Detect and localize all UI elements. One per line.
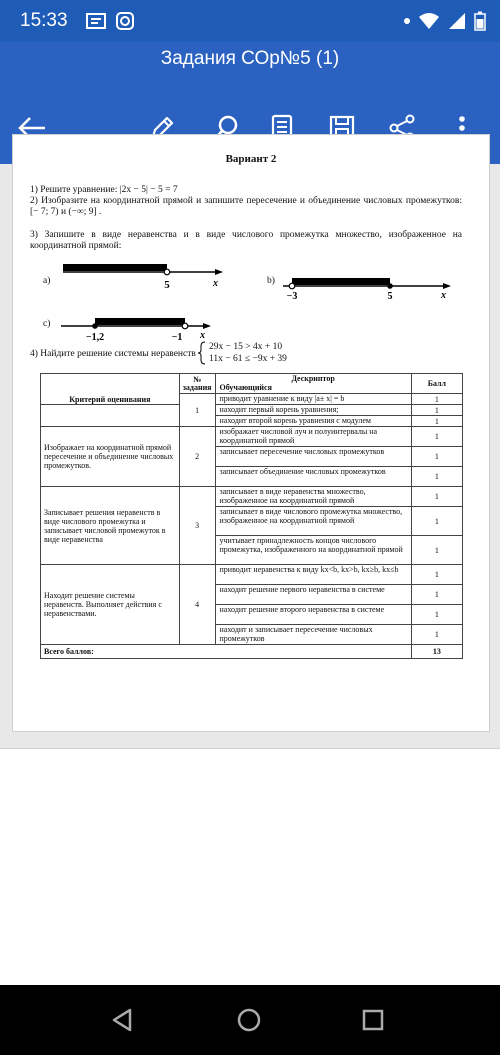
task-number-1: 1 [179, 394, 215, 427]
task-2: 2) Изобразите на координатной прямой и запишите пересечение и объединение числовых промежутков: [− 7; 7) и (−∞; 9] . [30, 196, 462, 217]
axis-x-label: x [213, 278, 218, 289]
descriptor-8: записывает в виде числового промежутка множество, изображенное на координатной прямой [215, 507, 411, 536]
document-page [12, 134, 490, 732]
total-score: 13 [411, 645, 462, 659]
score-6: 1 [411, 467, 462, 487]
circle-home-icon [236, 1007, 262, 1033]
total-label: Всего баллов: [41, 645, 412, 659]
descriptor-7: записывает в виде неравенства множество, изображенное на координатной прямой [215, 487, 411, 507]
tick-minus-1-2: −1,2 [85, 332, 105, 343]
descriptor-13: находит и записывает пересечение числовых промежутков [215, 625, 411, 645]
battery-icon [474, 11, 486, 31]
axis-x-label: x [441, 290, 446, 301]
triangle-back-icon [110, 1007, 136, 1033]
dot-icon [404, 18, 410, 24]
tick-5: 5 [164, 279, 170, 291]
task-1: 1) Решите уравнение: |2x − 5| − 5 = 7 [30, 185, 178, 195]
axis-x-label: x [200, 330, 205, 341]
document-page-2 [0, 748, 500, 987]
variant-heading: Вариант 2 [225, 153, 277, 165]
figure-c-label: c) [43, 319, 51, 329]
system-icons [404, 11, 486, 31]
header-score: Балл [411, 374, 462, 394]
home-nav-button[interactable] [236, 1007, 262, 1038]
score-5: 1 [411, 447, 462, 467]
descriptor-10: приводит неравенства к виду kx<b, kx>b, kx≥b, kx≤b [215, 565, 411, 585]
notification-icons [86, 12, 134, 30]
descriptor-11: находит решение первого неравенства в системе [215, 585, 411, 605]
criterion-2: Изображает на координатной прямой пересечение и объединение числовых промежутков. [41, 427, 180, 487]
score-7: 1 [411, 487, 462, 507]
descriptor-12: находит решение второго неравенства в системе [215, 605, 411, 625]
message-icon [86, 12, 106, 30]
descriptor-9: учитывает принадлежность концов числового промежутка, изображенного на координатной прямой [215, 536, 411, 565]
tick-5: 5 [387, 291, 393, 302]
header-student: Обучающийся [219, 383, 272, 392]
descriptor-2: находит первый корень уравнения; [215, 405, 411, 416]
task-3: 3) Запишите в виде неравенства и в виде числового промежутка множество, изображенное на координатной прямой: [30, 230, 462, 251]
header-task-number: № задания [179, 374, 215, 394]
score-11: 1 [411, 585, 462, 605]
figure-a-label: a) [43, 276, 51, 286]
descriptor-3: находит второй корень уравнения с модулем [215, 416, 411, 427]
criteria-table [40, 373, 463, 659]
instagram-icon [116, 12, 134, 30]
criterion-4: Находит решение системы неравенств. Выполняет действия с неравенствами. [41, 565, 180, 645]
score-13: 1 [411, 625, 462, 645]
score-3: 1 [411, 416, 462, 427]
back-nav-button[interactable] [110, 1007, 136, 1038]
number-line-b [281, 275, 461, 303]
system-line-1: 29x − 15 > 4x + 10 [209, 342, 283, 352]
status-bar [0, 0, 500, 42]
tick-minus-1: −1 [171, 332, 183, 343]
system-brace [197, 341, 207, 365]
descriptor-5: записывает пересечение числовых промежутков [215, 447, 411, 467]
header-criterion: Критерий оценивания [41, 374, 180, 405]
score-2: 1 [411, 405, 462, 416]
score-12: 1 [411, 605, 462, 625]
score-9: 1 [411, 536, 462, 565]
task-number-2: 2 [179, 427, 215, 487]
square-recents-icon [360, 1007, 386, 1033]
wifi-icon [418, 12, 440, 30]
system-line-2: 11x − 61 ≤ −9x + 39 [209, 354, 287, 364]
status-time: 15:33 [20, 10, 68, 31]
navigation-bar [0, 985, 500, 1055]
document-title: Задания СОр№5 (1) [160, 48, 340, 69]
score-1: 1 [411, 394, 462, 405]
criterion-3: Записывает решения неравенств в виде числового промежутка и записывает числовой промежуток в виде неравенства [41, 487, 180, 565]
descriptor-6: записывает объединение числовых промежутков [215, 467, 411, 487]
score-4: 1 [411, 427, 462, 447]
signal-icon [448, 12, 466, 30]
task-number-3: 3 [179, 487, 215, 565]
descriptor-4: изображает числовой луч и полуинтервалы на координатной прямой [215, 427, 411, 447]
number-line-a [61, 261, 231, 295]
header-descriptor: Дескриптор [291, 374, 335, 383]
score-10: 1 [411, 565, 462, 585]
task-4: 4) Найдите решение системы неравенств [30, 349, 196, 359]
score-8: 1 [411, 507, 462, 536]
descriptor-1: приводит уравнение к виду |a± x| = b [215, 394, 411, 405]
figure-b-label: b) [267, 276, 275, 286]
recents-nav-button[interactable] [360, 1007, 386, 1038]
task-number-4: 4 [179, 565, 215, 645]
tick-minus-3: −3 [286, 291, 298, 302]
